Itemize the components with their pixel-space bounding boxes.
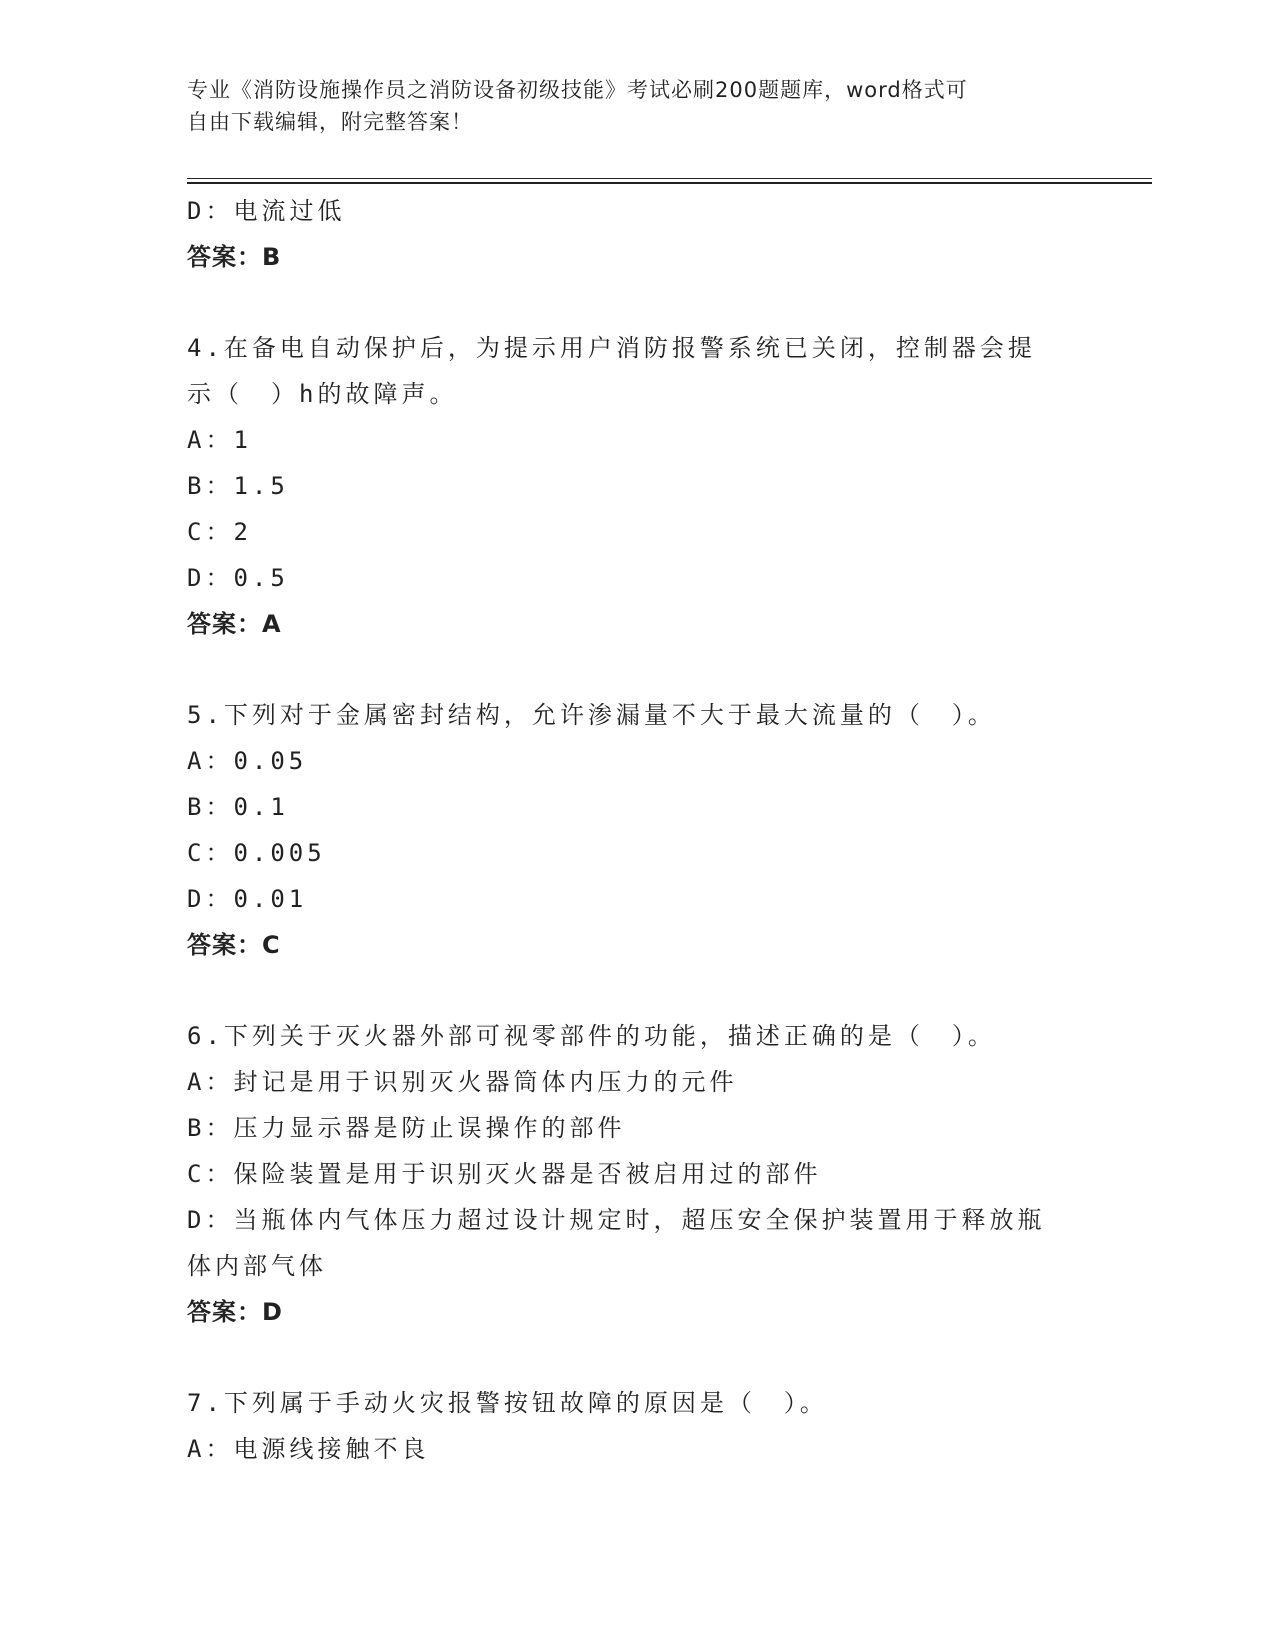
header-divider-thin [187, 178, 1152, 179]
option-a: A：封记是用于识别灭火器筒体内压力的元件 [187, 1068, 738, 1096]
header-line-1: 专业《消防设施操作员之消防设备初级技能》考试必刷200题题库，word格式可 [187, 78, 968, 102]
question-stem: 7.下列属于手动火灾报警按钮故障的原因是（ ）。 [187, 1389, 828, 1417]
question-7 [187, 1380, 1087, 1472]
header-divider-thick [187, 182, 1152, 184]
question-5 [187, 692, 1087, 968]
question-stem: 4.在备电自动保护后，为提示用户消防报警系统已关闭，控制器会提 [187, 334, 1036, 362]
question-stem-continued: 示（ ）h的故障声。 [187, 380, 458, 408]
previous-question-tail [187, 188, 1087, 280]
answer-label: 答案：C [187, 931, 281, 959]
option-b: B：1.5 [187, 472, 289, 500]
option-d: D：0.5 [187, 564, 289, 592]
answer-label: 答案：D [187, 1298, 283, 1326]
option-d-continued: 体内部气体 [187, 1252, 327, 1280]
option-d: D：0.01 [187, 885, 308, 913]
question-stem: 6.下列关于灭火器外部可视零部件的功能，描述正确的是（ ）。 [187, 1022, 996, 1050]
answer-label: 答案：B [187, 243, 282, 271]
question-list [187, 188, 1087, 1472]
option-b: B：压力显示器是防止误操作的部件 [187, 1114, 626, 1142]
question-6 [187, 1013, 1087, 1335]
header-line-2: 自由下载编辑，附完整答案！ [187, 110, 473, 134]
option-d: D：电流过低 [187, 197, 346, 225]
question-4 [187, 325, 1087, 647]
option-a: A：电源线接触不良 [187, 1435, 430, 1463]
option-c: C：0.005 [187, 839, 326, 867]
document-header [187, 74, 1067, 138]
option-c: C：2 [187, 518, 252, 546]
option-a: A：0.05 [187, 747, 308, 775]
option-c: C：保险装置是用于识别灭火器是否被启用过的部件 [187, 1160, 822, 1188]
option-d: D：当瓶体内气体压力超过设计规定时，超压安全保护装置用于释放瓶 [187, 1206, 1046, 1234]
question-stem: 5.下列对于金属密封结构，允许渗漏量不大于最大流量的（ ）。 [187, 701, 996, 729]
answer-label: 答案：A [187, 610, 282, 638]
option-a: A：1 [187, 426, 252, 454]
option-b: B：0.1 [187, 793, 289, 821]
